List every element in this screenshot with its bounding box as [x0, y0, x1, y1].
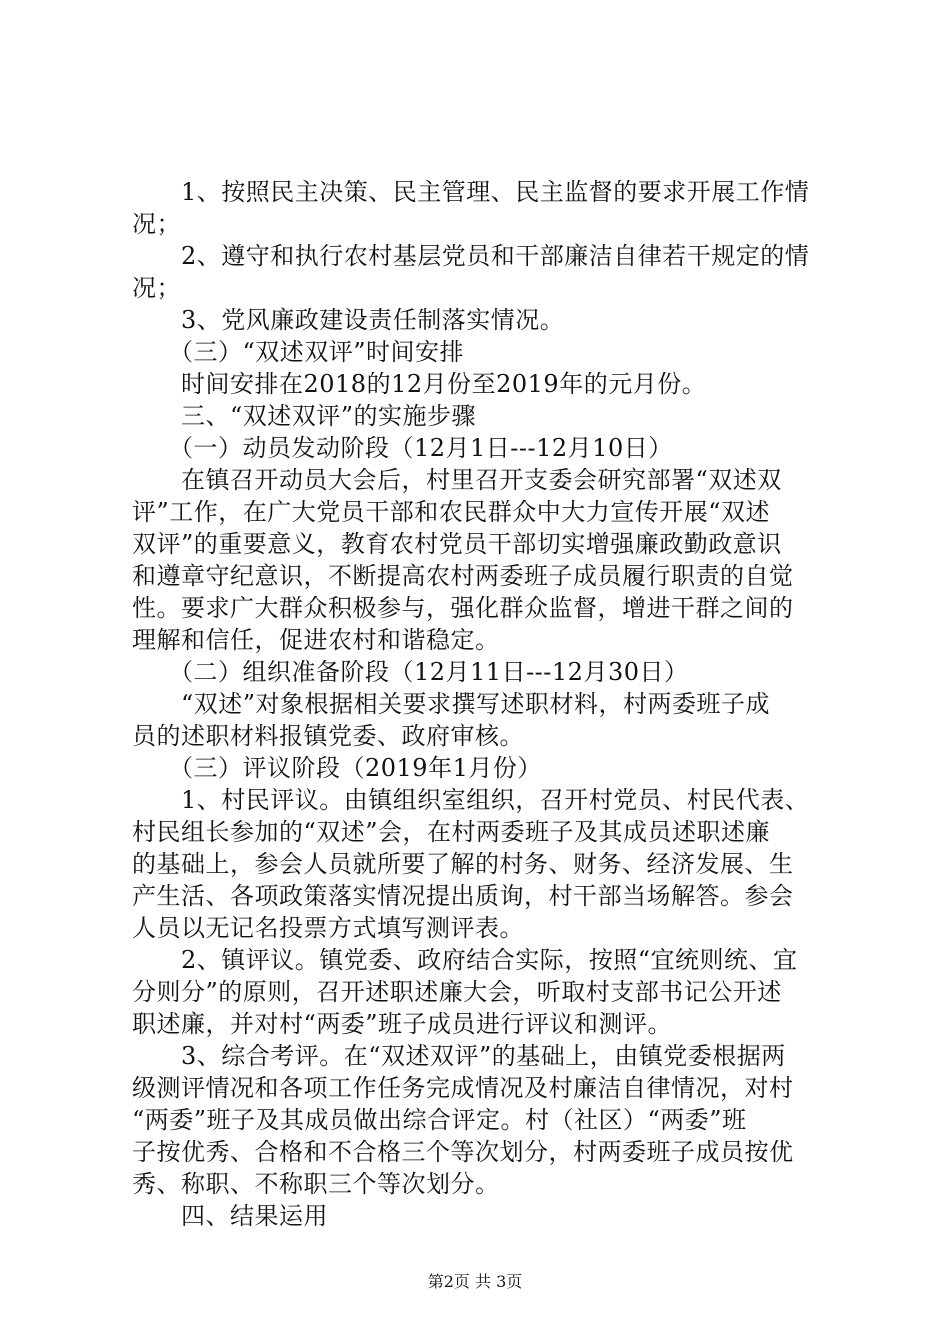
- text-line: 况；: [132, 274, 181, 302]
- text-line: 员的述职材料报镇党委、政府审核。: [132, 722, 524, 750]
- text-line: 和遵章守纪意识，不断提高农村两委班子成员履行职责的自觉: [132, 562, 794, 590]
- body-text: [132, 176, 832, 1232]
- text-line: 理解和信任，促进农村和谐稳定。: [132, 626, 500, 654]
- text-line: 2、镇评议。镇党委、政府结合实际，按照“宜统则统、宜: [132, 946, 798, 974]
- text-line: 1、按照民主决策、民主管理、民主监督的要求开展工作情: [132, 178, 810, 206]
- text-line: “双述”对象根据相关要求撰写述职材料，村两委班子成: [132, 690, 771, 718]
- text-line: 2、遵守和执行农村基层党员和干部廉洁自律若干规定的情: [132, 242, 810, 270]
- text-line: 级测评情况和各项工作任务完成情况及村廉洁自律情况，对村: [132, 1074, 794, 1102]
- text-line: 产生活、各项政策落实情况提出质询，村干部当场解答。参会: [132, 882, 794, 910]
- text-line: 分则分”的原则，召开述职述廉大会，听取村支部书记公开述: [132, 978, 782, 1006]
- text-line: 况；: [132, 210, 181, 238]
- section-heading: （三）评议阶段（2019年1月份）: [132, 754, 542, 782]
- text-line: 性。要求广大群众积极参与，强化群众监督，增进干群之间的: [132, 594, 794, 622]
- text-line: 在镇召开动员大会后，村里召开支委会研究部署“双述双: [132, 466, 782, 494]
- text-line: 时间安排在2018的12月份至2019年的元月份。: [132, 370, 707, 398]
- section-heading: （一）动员发动阶段（12月1日---12月10日）: [132, 434, 673, 462]
- text-line: 的基础上，参会人员就所要了解的村务、财务、经济发展、生: [132, 850, 794, 878]
- text-line: “两委”班子及其成员做出综合评定。村（社区）“两委”班: [132, 1106, 747, 1134]
- text-line: 村民组长参加的“双述”会，在村两委班子及其成员述职述廉: [132, 818, 771, 846]
- text-line: 3、党风廉政建设责任制落实情况。: [132, 306, 565, 334]
- text-line: 职述廉，并对村“两委”班子成员进行评议和测评。: [132, 1010, 673, 1038]
- section-heading: 四、结果运用: [132, 1202, 328, 1230]
- text-line: 双评”的重要意义，教育农村党员干部切实增强廉政勤政意识: [132, 530, 782, 558]
- section-heading: 三、“双述双评”的实施步骤: [132, 402, 477, 430]
- text-line: 3、综合考评。在“双述双评”的基础上，由镇党委根据两: [132, 1042, 786, 1070]
- text-line: 秀、称职、不称职三个等次划分。: [132, 1170, 500, 1198]
- section-heading: （三）“双述双评”时间安排: [132, 338, 465, 366]
- page-footer: 第2页 共 3页: [427, 1272, 523, 1291]
- text-line: 子按优秀、合格和不合格三个等次划分，村两委班子成员按优: [132, 1138, 794, 1166]
- text-line: 评”工作，在广大党员干部和农民群众中大力宣传开展“双述: [132, 498, 771, 526]
- text-line: 1、村民评议。由镇组织室组织，召开村党员、村民代表、: [132, 786, 810, 814]
- section-heading: （二）组织准备阶段（12月11日---12月30日）: [132, 658, 689, 686]
- text-line: 人员以无记名投票方式填写测评表。: [132, 914, 524, 942]
